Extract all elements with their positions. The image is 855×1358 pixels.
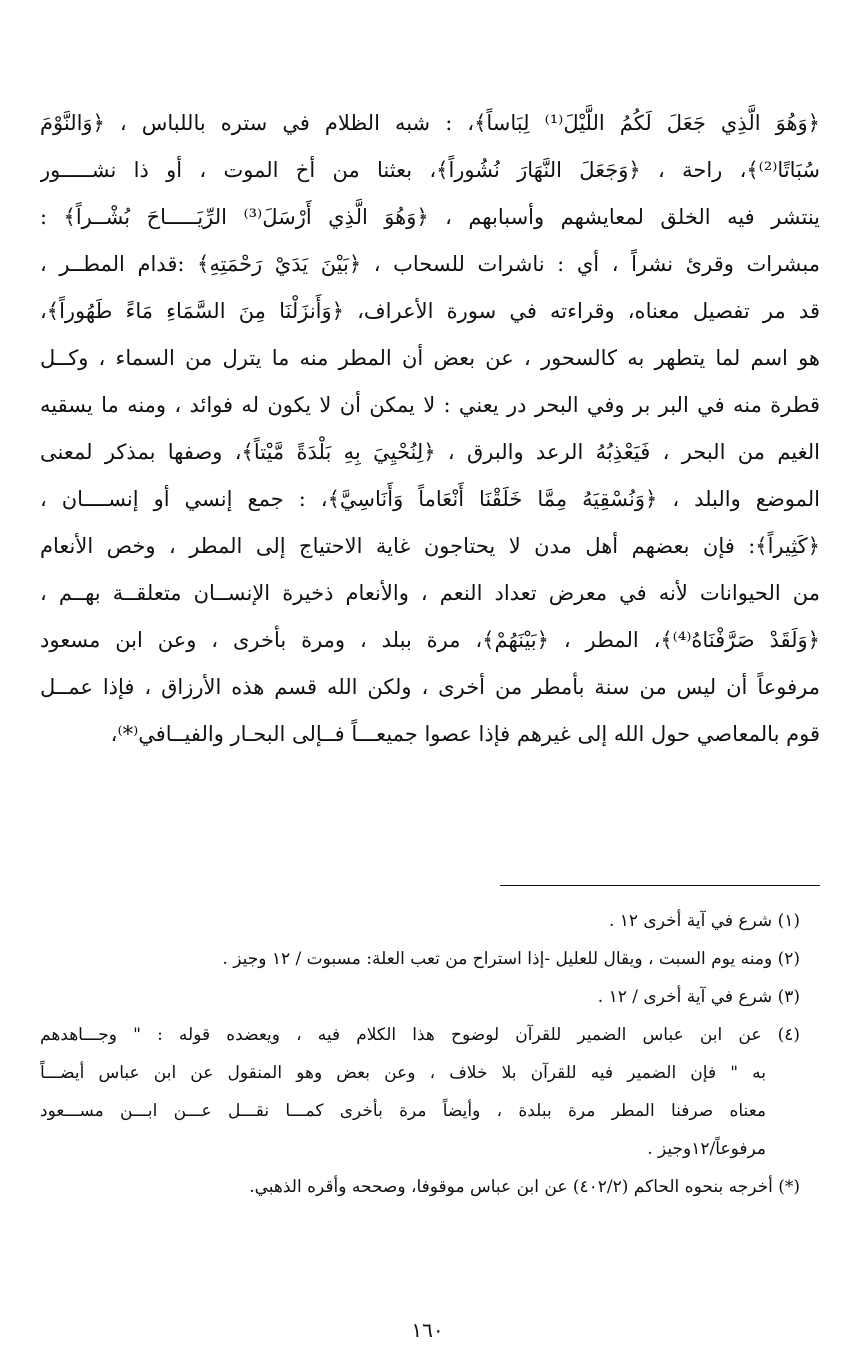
text-line-12: ﴿وَلَقَدْ صَرَّفْنَاهُ⁽⁴⁾﴾، المطر ، ﴿بَيْنَهُمْ﴾، مرة ببلد ، ومرة بأخرى ، وعن ابن مسعود (40, 628, 820, 652)
text-line-7: قطرة منه في البر بر وفي البحر در يعني : لا يمكن أن لا يكون له فوائد ، ومنه ما يسقيه (40, 393, 820, 417)
text-line-2: سُبَاتًا⁽²⁾﴾، راحة ، ﴿وَجَعَلَ النَّهَارَ نُشُوراً﴾، بعثنا من أخ الموت ، أو ذا نشـــــور (40, 158, 820, 182)
main-text (40, 100, 820, 758)
footnote-3: (٣) شرع في آية أخرى / ١٢ . (597, 987, 800, 1007)
text-line-1: ﴿وَهُوَ الَّذِي جَعَلَ لَكُمُ اللَّيْلَ⁽¹⁾ لِبَاساً﴾، : شبه الظلام في ستره باللباس ، ﴿وَالنَّوْمَ (40, 111, 820, 135)
footnote-4-line-3: معناه صرفنا المطر مرة ببلدة ، وأيضاً مرة بأخرى كمـــا نقـــل عـــن ابـــن مســـعود (40, 1101, 766, 1121)
text-line-3: ينتشر فيه الخلق لمعايشهم وأسبابهم ، ﴿وَهُوَ الَّذِي أَرْسَلَ⁽³⁾ الرِّيَـــــاحَ بُشْــراً﴾ : (40, 205, 820, 229)
footnote-4-line-4: مرفوعاً/١٢وجيز . (647, 1139, 766, 1159)
text-line-11: من الحيوانات لأنه في معرض تعداد النعم ، والأنعام ذخيرة الإنســان متعلقــة بهــم ، (40, 581, 820, 605)
footnote-1: (١) شرع في آية أخرى ١٢ . (608, 911, 800, 931)
page-body (40, 100, 820, 758)
text-line-14: قوم بالمعاصي حول الله إلى غيرهم فإذا عصوا جميعـــاً فــإلى البحـار والفيــافي⁽*⁾، (110, 722, 820, 746)
text-line-6: هو اسم لما يتطهر به كالسحور ، عن بعض أن المطر منه ما يترل من السماء ، وكــل (40, 346, 820, 370)
text-line-10: ﴿كَثِيراً﴾: فإن بعضهم أهل مدن لا يحتاجون غاية الاحتياج إلى المطر ، وخص الأنعام (40, 534, 820, 558)
footnote-4-line-2: به " فإن الضمير فيه للقرآن بلا خلاف ، وعن بعض وهو المنقول عن ابن عباس أيضـــاً (40, 1063, 766, 1083)
text-line-13: مرفوعاً أن ليس من سنة بأمطر من أخرى ، ولكن الله قسم هذه الأرزاق ، فإذا عمــل (40, 675, 820, 699)
footnote-star: (*) أخرجه بنحوه الحاكم (٤٠٢/٢) عن ابن عباس موقوفا، وصححه وأقره الذهبي. (249, 1177, 800, 1197)
text-line-5: قد مر تفصيل معناه، وقراءته في سورة الأعراف، ﴿وَأَنزَلْنَا مِنَ السَّمَاءِ مَاءً طَهُوراً﴾، (40, 299, 820, 323)
footnote-4-line-1: (٤) عن ابن عباس الضمير للقرآن لوضوح هذا الكلام فيه ، ويعضده قوله : " وجـــاهدهم (40, 1025, 800, 1045)
footnote-2: (٢) ومنه يوم السبت ، ويقال للعليل -إذا استراح من تعب العلة: مسبوت / ١٢ وجيز . (222, 949, 800, 969)
page-number: ١٦٠ (411, 1318, 444, 1342)
footnote-divider (500, 885, 820, 886)
footnotes (40, 902, 800, 1206)
text-line-8: الغيم من البحر ، فَيَعْذِبُهُ الرعد والبرق ، ﴿لِنُحْيِيَ بِهِ بَلْدَةً مَّيْتاً﴾، وصفها بمذكر لمعنى (40, 440, 820, 464)
text-line-4: مبشرات وقرئ نشراً ، أي : ناشرات للسحاب ، ﴿بَيْنَ يَدَيْ رَحْمَتِهِ﴾ :قدام المطــر ، (40, 252, 820, 276)
text-line-9: الموضع والبلد ، ﴿وَنُسْقِيَهُ مِمَّا خَلَقْنَا أَنْعَاماً وَأَنَاسِيَّ﴾، : جمع إنسي أو إنســــان ، (40, 487, 820, 511)
